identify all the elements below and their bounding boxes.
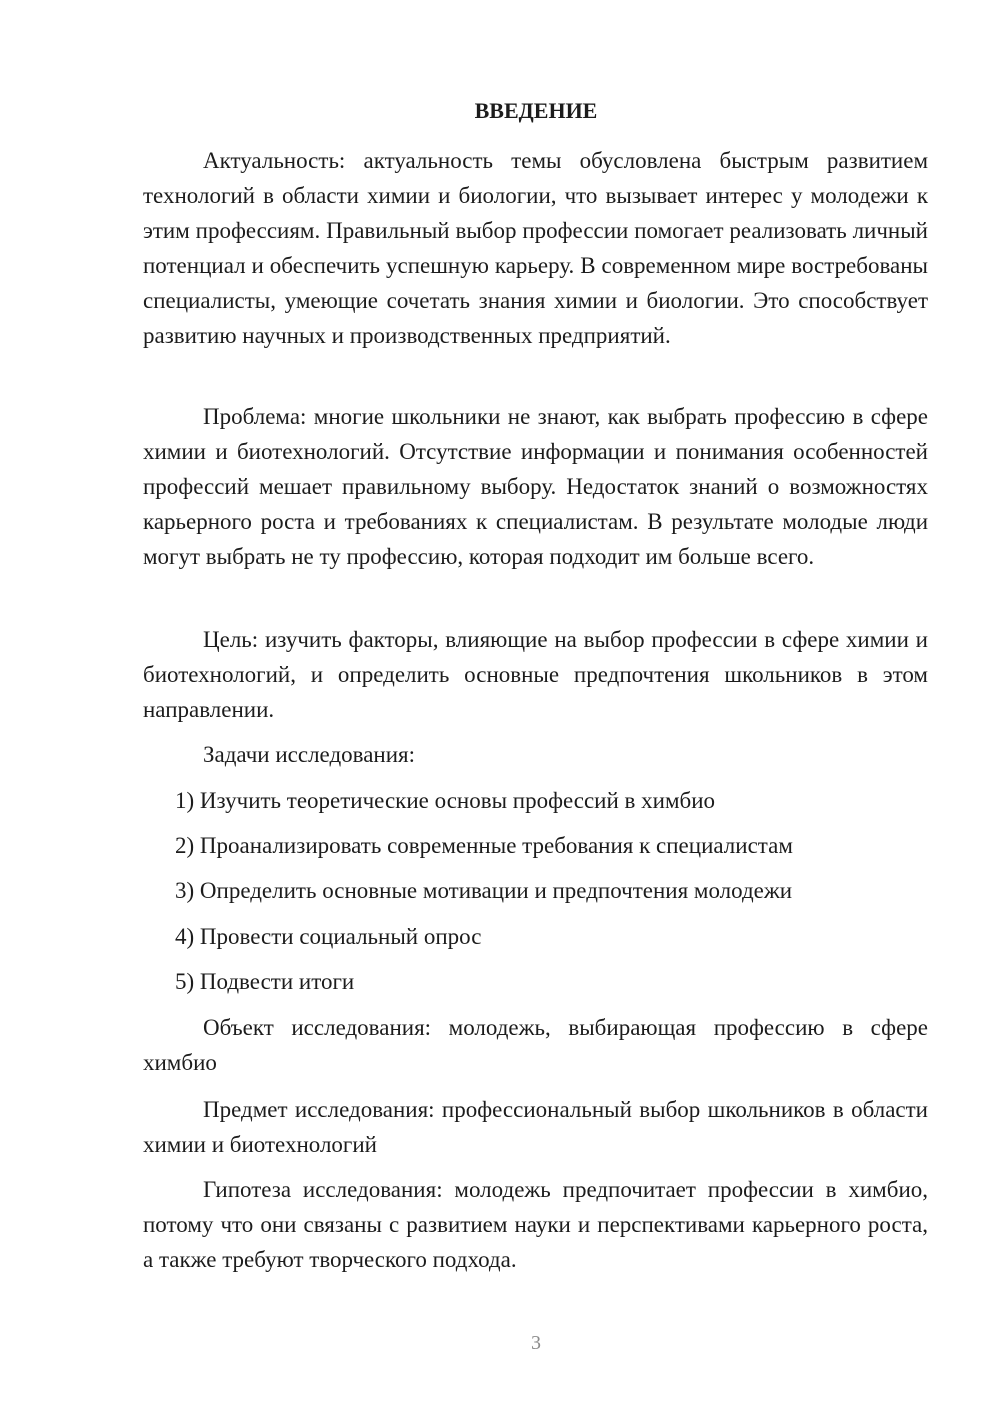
tasks-heading: Задачи исследования: [203, 742, 416, 767]
task-item-5: 5) Подвести итоги [175, 969, 355, 994]
task-item-2: 2) Проанализировать современные требования к специалистам [175, 833, 793, 858]
paragraph-goal: Цель: изучить факторы, влияющие на выбор профессии в сфере химии и биотехнологий, и определить основные предпочтения школьников в этом направлении. [143, 627, 928, 722]
paragraph-subject: Предмет исследования: профессиональный выбор школьников в области химии и биотехнологий [143, 1097, 928, 1157]
paragraph-relevance: Актуальность: актуальность темы обусловлена быстрым развитием технологий в области химии и биологии, что вызывает интерес у молодежи к этим профессиям. Правильный выбор профессии помогает реализовать личный потенциал и обеспечить успешную карьеру. В современном мире востребованы специалисты, умеющие сочетать знания химии и биологии. Это способствует развитию научных и производственных предприятий. [143, 148, 928, 348]
section-title: ВВЕДЕНИЕ [474, 98, 598, 123]
paragraph-object: Объект исследования: молодежь, выбирающая профессию в сфере химбио [143, 1015, 928, 1075]
task-item-1: 1) Изучить теоретические основы профессий в химбио [175, 788, 716, 813]
paragraph-problem: Проблема: многие школьники не знают, как выбрать профессию в сфере химии и биотехнологий. Отсутствие информации и понимания особенностей профессий мешает правильному выбору. Недостаток знаний о возможностях карьерного роста и требованиях к специалистам. В результате молодые люди могут выбрать не ту профессию, которая подходит им больше всего. [143, 404, 928, 569]
page-number: 3 [531, 1332, 541, 1354]
paragraph-hypothesis: Гипотеза исследования: молодежь предпочитает профессии в химбио, потому что они связаны с развитием науки и перспективами карьерного роста, а также требуют творческого подхода. [143, 1177, 928, 1272]
task-item-4: 4) Провести социальный опрос [175, 924, 482, 949]
task-item-3: 3) Определить основные мотивации и предпочтения молодежи [175, 878, 793, 903]
